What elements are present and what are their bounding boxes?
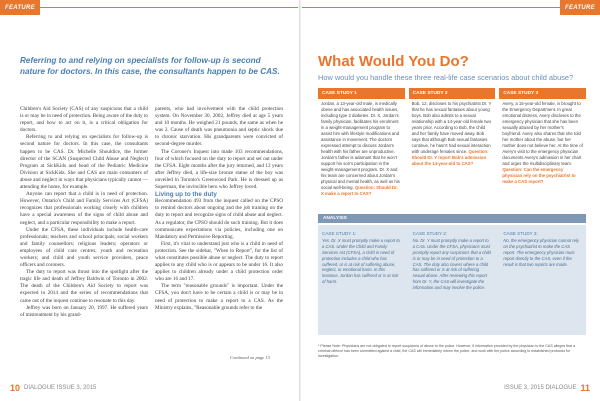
continued-note: Continued on page 13 xyxy=(230,355,270,360)
paragraph: Children's Aid Society (CAS) of any suspicions that a child is or may be in need of protection. Being aware of the duty to report, and how to act on it, is a critical obligation for doctors. xyxy=(20,106,148,134)
case-study-heading: CASE STUDY 2 xyxy=(409,88,496,99)
article-column-1 xyxy=(20,106,148,350)
case-study-body xyxy=(409,99,496,213)
analysis-heading: CASE STUDY 1: xyxy=(322,231,357,236)
case-study-body xyxy=(318,99,405,213)
case-question: Question: Should Dr. X make a report to CAS? xyxy=(321,185,398,196)
page-title: What Would You Do? xyxy=(318,53,469,70)
case-study-body xyxy=(499,99,586,213)
analysis-heading: CASE STUDY 3: xyxy=(503,231,538,236)
top-rule-right xyxy=(302,7,560,8)
analysis-panel xyxy=(318,225,586,335)
case-text: Jordan, a 13-year-old male, is medically obese and has associated health issues, including type 2 diabetes. Dr. X, Jordan's family physician, facilitates his enrolment in a weight-management program to assist him with lifestyle modifications and assistance in movement. The doctors expressed attempt to discuss Jordan's health with his father are unproductive. Jordan's father is adamant that he won't support his son's participation in the weight-management program. Dr. X and his team are concerned about Jordan's physical and mental health, as well as his social well-being. xyxy=(321,101,400,190)
article-column-2 xyxy=(155,106,283,350)
page-subtitle: How would you handle these three real-life case scenarios about child abuse? xyxy=(318,73,574,82)
case-study-3 xyxy=(499,88,586,213)
analysis-case-1 xyxy=(318,225,405,335)
analysis-bar xyxy=(318,214,586,223)
paragraph: The Coroner's Inquest into made 103 recommendations, four of which focused on the duty to report and set out under the CFSA. Eight months after the jury returned, and 12 years after Jeffrey died, a life-size bronze statue of the boy was unveiled in Toronto's Greenwood Park. He is dressed up as Superman, the invincible hero who Jeffrey loved. xyxy=(155,148,283,191)
footer-right xyxy=(504,383,590,393)
paragraph: Anyone can report that a child is in need of protection. However, Ontario's Child and Family Services Act (CFSA) recognizes that professionals working closely with children have a special awareness of the signs of child abuse and neglect, and a particular responsibility to make a report. xyxy=(20,191,148,226)
page-gutter xyxy=(299,0,301,401)
footnote: * Please Note: Physicians are not obligated to report suspicions of abuse to the police. However, if information provided by the physician to the CAS alleges that a criminal offence has been committed against a child, the CAS will immediately inform the police, and work with the police according to established protocols for investigation. xyxy=(318,344,576,358)
paragraph: Jeffrey was born on January 20, 1997. He suffered years of mistreatment by his grand- xyxy=(20,304,148,318)
case-text: Avery, a 15-year-old female, is brought to the Emergency Department. In great emotional distress, Avery discloses to the emergency physician that she has been sexually abused by her mother's boyfriend. Avery also shares that she told her mother about the abuse, but her mother does not believe her. At the time of Avery's visit to the emergency physician documents Avery's admission in her chart and urges the multidisciplinary team. xyxy=(502,101,583,166)
intro-pullquote: Referring to and relying on specialists for follow-up is second nature for doctors. In this case, the consultants happen to be CAS. xyxy=(20,56,280,76)
footer-left xyxy=(10,383,96,393)
analysis-label: ANALYSIS xyxy=(318,214,352,223)
analysis-case-3 xyxy=(499,225,586,335)
analysis-text: No. Dr. Y must promptly make a report to a CAS. Under the CFSA, physicians must promptly report any suspicions that a child is or may be in need of protection to a CAS. The duty also covers where a child has suffered or is at risk of suffering sexual abuse. After reviewing this report from Dr. Y, the CAS will investigate the information and may involve the police. xyxy=(412,237,491,291)
case-text: Bob, 12, discloses to his psychiatrist Dr. Y that he has sexual fantasies about young boys. Bob also admits to a sexual relationship with a 14-year-old female two years prior. According to Bob, the child and her family have moved away. Bob says that although Bob sexual fantasies continue, he hasn't had sexual interaction with underage females since. xyxy=(411,101,492,154)
paragraph: Under the CFSA, these individuals include health-care professionals; teachers and school principals; social workers and family counsellors; religious leaders; operators or employees of child care centres; youth and recreation workers; and child and youth service providers, peace officers and coroners. xyxy=(20,226,148,269)
paragraph: The duty to report was thrust into the spotlight after the tragic life and death of Jeffrey Baldwin of Toronto in 2002. The death of the Children's Aid Society to report was expected in 2014 and the series of recommendations that came out of the inquest continue to resonate to this day. xyxy=(20,269,148,304)
paragraph: Recommendation 493 from the inquest called on the CPSO to remind doctors about ongoing and the job training on the duty to report and recognize signs of child abuse and neglect. As a regulator, the CPSO should do such training. But it does communicate expectations via policies, including one on Mandatory and Permissive Reporting. xyxy=(155,198,283,240)
top-rule-left xyxy=(40,7,298,8)
footer-issue: ISSUE 3, 2015 DIALOGUE xyxy=(504,385,577,391)
paragraph: The term "reasonable grounds" is important. Under the CFSA, you don't have to be certain a child is or may be in need of protection to make a report to a CAS. As the Ministry explains, "Reasonable grounds refer to the xyxy=(155,283,283,311)
analysis-text: No, the emergency physician cannot rely on the psychiatrist to make the CAS report. The emergency physician must report directly to the CAS, even if the result is that two reports are made. xyxy=(503,237,579,267)
analysis-text: Yes. Dr. X must promptly make a report to a CAS. Under the Child and Family Services Act (CFSA), a child in need of protection includes a child who has suffered, or is at risk of suffering abuse, neglect, or emotional harm. In this instance, Jordan has suffered or is at risk of harm. xyxy=(322,237,400,285)
paragraph: First, it's vital to understand just who is a child in need of protection. See the sidebar, "When to Report", for the list of what constitutes possible abuse or neglect. The duty to report applies to any child who is or appears to be under 16. It also applies to children already under a child protection order who are 16 and 17. xyxy=(155,240,283,283)
case-question: Question: Can the emergency physician rely on the psychiatrist to make a CAS report? xyxy=(502,167,576,184)
case-study-1 xyxy=(318,88,405,213)
case-studies xyxy=(318,88,586,213)
analysis-case-2 xyxy=(409,225,496,335)
paragraph: Referring to and relying on specialists for follow-up is second nature for doctors. In this case, the consultants happen to be CAS. Dr. Michelle Shouldice, the former director of the SCAN (Suspected Child Abuse and Neglect) Program at SickKids and head of the Pediatric Medicine Division at SickKids. She and CAS are main consumers of abuse and neglect in ways that physicians typically cannot — attending the home, for example. xyxy=(20,134,148,191)
feature-tab-right: FEATURE xyxy=(560,0,600,15)
paragraph: parents, who had involvement with the child protection system. On November 30, 2002, Jeffrey died at age 5 years and 10 months. He weighed 21 pounds, the same as when he was 2. Cause of death was pneumonia and septic shock due to chronic starvation. His grandparents were convicted of second-degree murder. xyxy=(155,106,283,148)
feature-tab-left: FEATURE xyxy=(0,0,40,15)
case-study-heading: CASE STUDY 1 xyxy=(318,88,405,99)
analysis-heading: CASE STUDY 2: xyxy=(412,231,448,236)
section-subheading: Living up to the duty xyxy=(155,191,217,199)
case-study-2 xyxy=(409,88,496,213)
page-number: 10 xyxy=(10,383,21,393)
case-question: Question: Should Dr. Y report Bob's admission about the 14-year-old to CAS? xyxy=(411,149,489,166)
page-number: 11 xyxy=(580,383,590,393)
footer-issue: DIALOGUE ISSUE 3, 2015 xyxy=(24,385,97,391)
case-study-heading: CASE STUDY 3 xyxy=(499,88,586,99)
